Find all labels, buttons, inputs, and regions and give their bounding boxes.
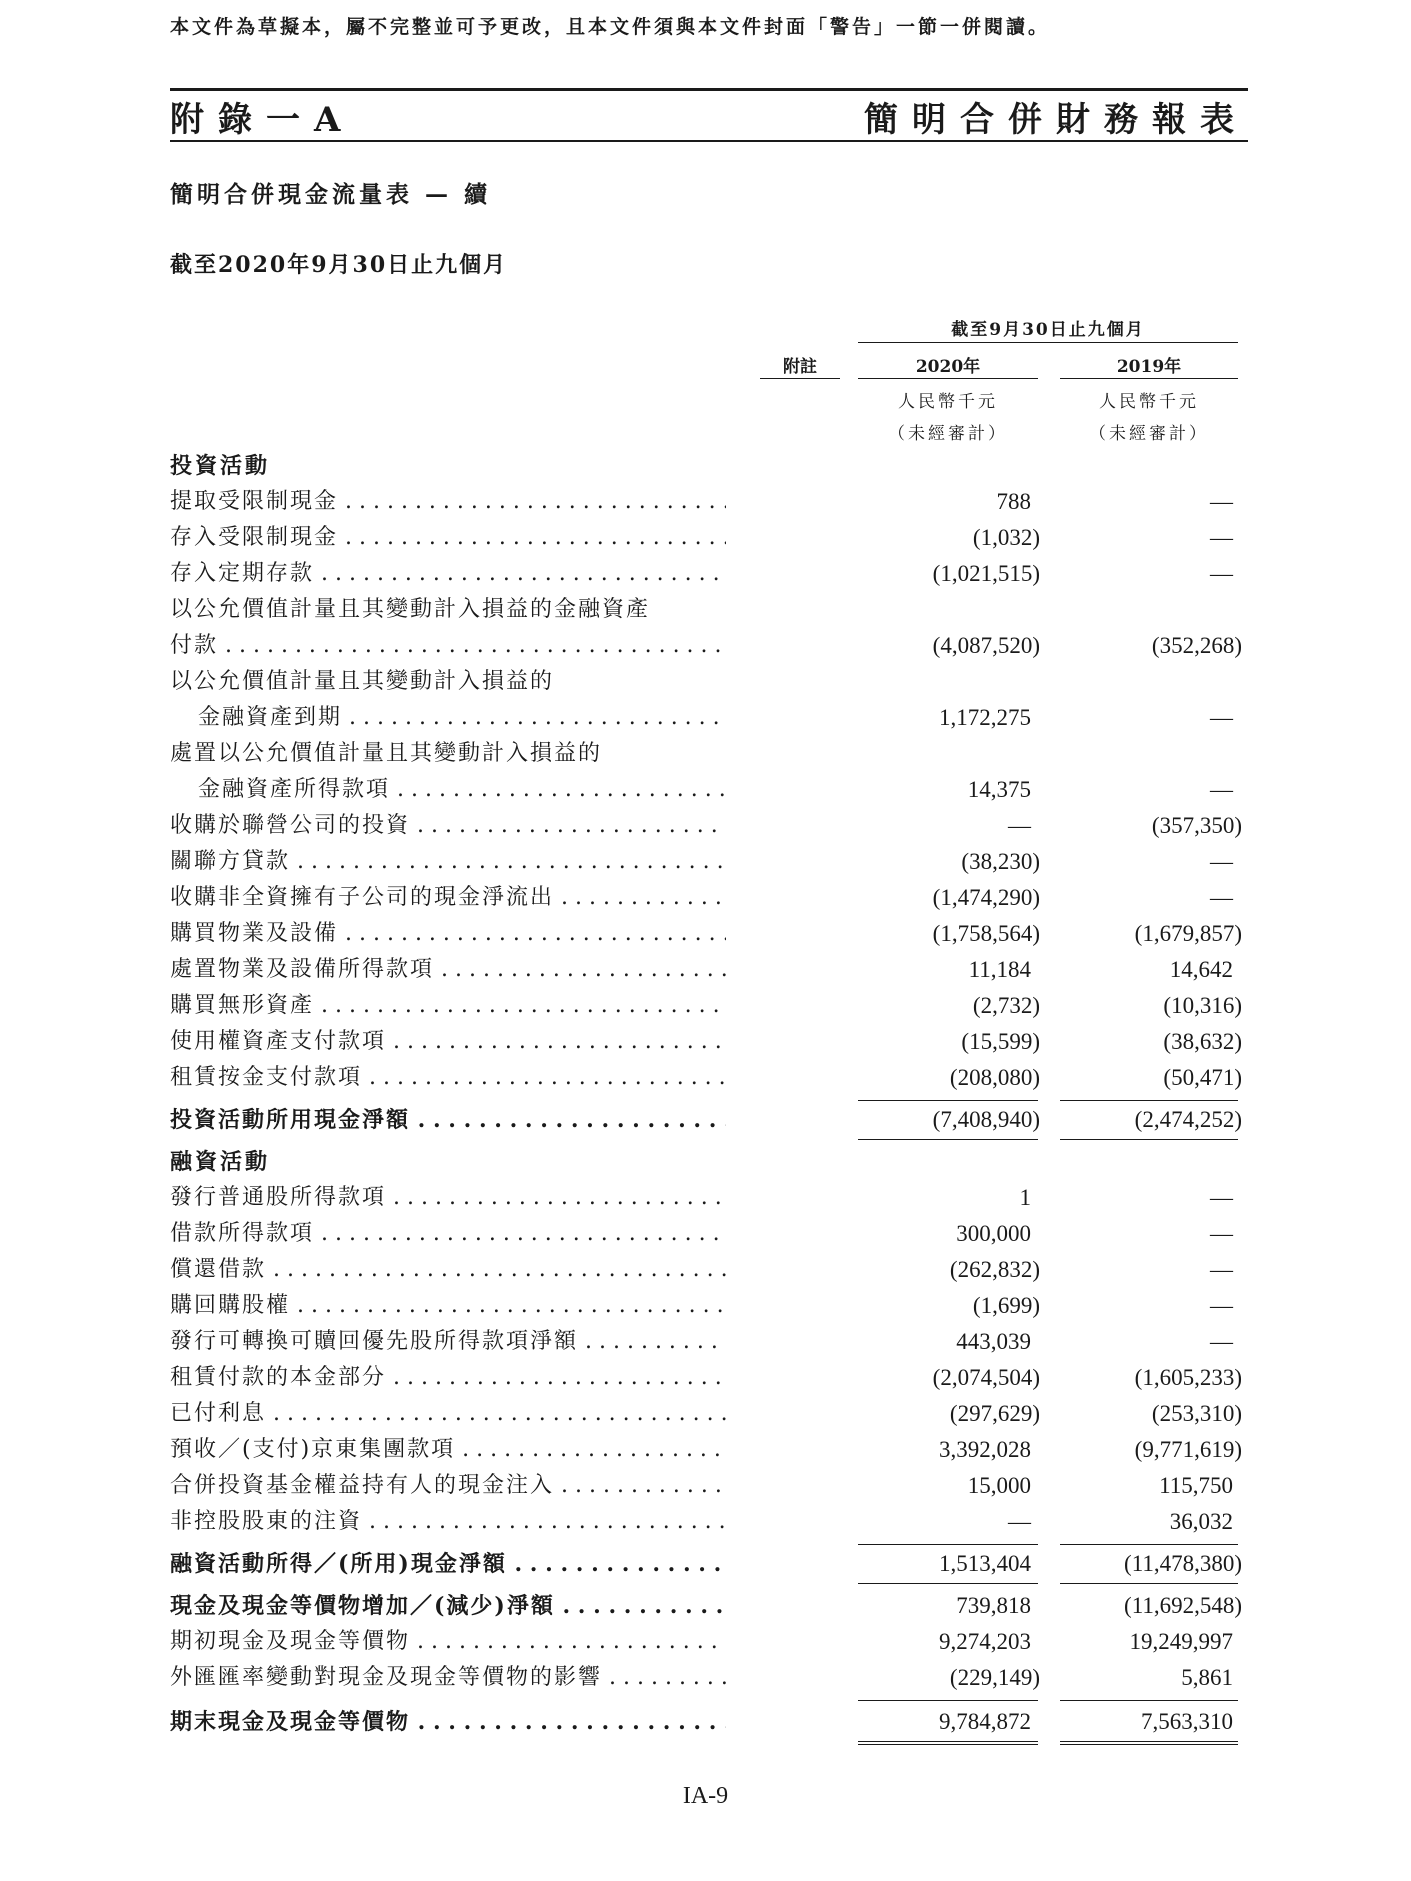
value-2020: 9,784,872 xyxy=(939,1709,1031,1734)
value-2020: 788 xyxy=(996,489,1031,514)
note-header-rule xyxy=(760,378,840,379)
value-2020: 739,818 xyxy=(956,1593,1031,1618)
financing-total-row xyxy=(170,1540,1250,1584)
value-2019: (2,474,252) xyxy=(1134,1107,1242,1132)
value-2020: (4,087,520) xyxy=(932,633,1040,658)
value-2020: (38,230) xyxy=(961,849,1040,874)
value-2020: (297,629) xyxy=(949,1401,1040,1426)
value-2020: (1,032) xyxy=(972,525,1040,550)
value-2019: 19,249,997 xyxy=(1129,1629,1233,1654)
row-label: 金融資產到期 . . . xyxy=(198,700,726,736)
value-2019: (50,471) xyxy=(1163,1065,1242,1090)
statement-title: 簡明合併現金流量表 — 續 xyxy=(170,181,492,208)
year-2019-header-rule xyxy=(1060,378,1238,379)
value-2020: (2,074,504) xyxy=(932,1365,1040,1390)
table-row xyxy=(170,1504,1250,1540)
table-row-label-line xyxy=(170,592,1250,628)
currency-2020 xyxy=(858,386,1038,450)
total-rule xyxy=(1060,1139,1238,1140)
row-label: 期初現金及現金等價物 . . . xyxy=(170,1624,726,1660)
row-label: 發行可轉換可贖回優先股所得款項淨額 . . . xyxy=(170,1324,726,1360)
row-label: 存入定期存款 . . . xyxy=(170,556,726,592)
row-label: 投資活動所用現金淨額 . . . xyxy=(170,1096,726,1144)
value-2019: (11,692,548) xyxy=(1124,1593,1242,1618)
audit-status: （未經審計） xyxy=(1089,424,1209,444)
row-label: 關聯方貸款 . . . xyxy=(170,844,726,880)
period-column-header: 截至9月30日止九個月 xyxy=(951,320,1145,340)
value-2019: — xyxy=(1210,525,1233,550)
table-row xyxy=(170,1432,1250,1468)
grand-total-double-rule xyxy=(858,1741,1038,1745)
value-2020: (1,699) xyxy=(972,1293,1040,1318)
value-2020: 14,375 xyxy=(967,777,1031,802)
note-column-header: 附註 xyxy=(783,357,817,377)
table-row xyxy=(170,1660,1250,1696)
value-2020: (1,758,564) xyxy=(932,921,1040,946)
value-2019: — xyxy=(1210,489,1233,514)
section-title: 簡明合併財務報表 xyxy=(864,100,1248,140)
currency-2019 xyxy=(1060,386,1238,450)
row-label: 借款所得款項 . . . xyxy=(170,1216,726,1252)
value-2019: — xyxy=(1210,1257,1233,1282)
row-label: 處置以公允價值計量且其變動計入損益的 xyxy=(170,741,603,766)
row-label: 償還借款 . . . xyxy=(170,1252,726,1288)
header-rule-bottom xyxy=(170,140,1248,142)
value-2020: (1,021,515) xyxy=(932,561,1040,586)
value-2020: 9,274,203 xyxy=(939,1629,1031,1654)
value-2020: 3,392,028 xyxy=(939,1437,1031,1462)
year-2020-header-rule xyxy=(858,378,1038,379)
value-2019: — xyxy=(1210,705,1233,730)
table-row xyxy=(170,700,1250,736)
financing-section-title: 融資活動 xyxy=(170,1149,271,1175)
row-label: 非控股股東的注資 . . . xyxy=(170,1504,726,1540)
value-2019: (352,268) xyxy=(1151,633,1242,658)
table-row xyxy=(170,1216,1250,1252)
cash-flow-table xyxy=(170,448,1250,1744)
value-2019: 115,750 xyxy=(1159,1473,1233,1498)
table-row xyxy=(170,1396,1250,1432)
table-row xyxy=(170,808,1250,844)
row-label: 以公允價值計量且其變動計入損益的金融資產 xyxy=(170,597,651,622)
table-row xyxy=(170,1180,1250,1216)
value-2020: (15,599) xyxy=(961,1029,1040,1054)
value-2019: — xyxy=(1210,1329,1233,1354)
row-label: 現金及現金等價物增加／(減少)淨額 . . . xyxy=(170,1584,726,1628)
value-2019: (1,605,233) xyxy=(1134,1365,1242,1390)
table-row xyxy=(170,1288,1250,1324)
value-2020: 1,513,404 xyxy=(939,1551,1031,1576)
net-change-row xyxy=(170,1584,1250,1624)
value-2019: 5,861 xyxy=(1181,1665,1233,1690)
value-2019: (11,478,380) xyxy=(1124,1551,1242,1576)
value-2019: (253,310) xyxy=(1151,1401,1242,1426)
value-2019: (357,350) xyxy=(1151,813,1242,838)
value-2019: — xyxy=(1210,849,1233,874)
table-row xyxy=(170,772,1250,808)
table-row xyxy=(170,556,1250,592)
row-label: 預收／(支付)京東集團款項 . . . xyxy=(170,1432,726,1468)
table-row-label-line xyxy=(170,664,1250,700)
row-label: 收購於聯營公司的投資 . . . xyxy=(170,808,726,844)
audit-status: （未經審計） xyxy=(888,424,1008,444)
value-2019: — xyxy=(1210,777,1233,802)
value-2020: 1 xyxy=(1019,1185,1031,1210)
row-label: 購買無形資產 . . . xyxy=(170,988,726,1024)
value-2019: (9,771,619) xyxy=(1134,1437,1242,1462)
table-row xyxy=(170,844,1250,880)
value-2019: (38,632) xyxy=(1163,1029,1242,1054)
value-2020: (208,080) xyxy=(949,1065,1040,1090)
table-row xyxy=(170,1624,1250,1660)
row-label: 購回購股權 . . . xyxy=(170,1288,726,1324)
investing-total-row xyxy=(170,1096,1250,1140)
table-row xyxy=(170,1024,1250,1060)
value-2019: (1,679,857) xyxy=(1134,921,1242,946)
table-row-label-line xyxy=(170,736,1250,772)
row-label: 存入受限制現金 . . . xyxy=(170,520,726,556)
table-row xyxy=(170,1252,1250,1288)
currency-unit: 人民幣千元 xyxy=(1099,392,1199,412)
row-label: 提取受限制現金 . . . xyxy=(170,484,726,520)
value-2020: 11,184 xyxy=(968,957,1031,982)
row-label: 付款 . . . xyxy=(170,628,726,664)
value-2019: — xyxy=(1210,885,1233,910)
row-label: 發行普通股所得款項 . . . xyxy=(170,1180,726,1216)
row-label: 使用權資產支付款項 . . . xyxy=(170,1024,726,1060)
total-rule xyxy=(858,1139,1038,1140)
row-label: 購買物業及設備 . . . xyxy=(170,916,726,952)
value-2019: — xyxy=(1210,1293,1233,1318)
year-2019-header: 2019年 xyxy=(1116,357,1182,377)
table-row xyxy=(170,1360,1250,1396)
row-label: 期末現金及現金等價物 . . . xyxy=(170,1696,726,1748)
grand-total-double-rule xyxy=(1060,1741,1238,1745)
row-label: 處置物業及設備所得款項 . . . xyxy=(170,952,726,988)
period-header-rule xyxy=(858,342,1238,343)
investing-section-title: 投資活動 xyxy=(170,453,271,479)
row-label: 已付利息 . . . xyxy=(170,1396,726,1432)
value-2019: 7,563,310 xyxy=(1141,1709,1233,1734)
table-row xyxy=(170,628,1250,664)
row-label: 合併投資基金權益持有人的現金注入 . . . xyxy=(170,1468,726,1504)
table-row xyxy=(170,988,1250,1024)
table-row xyxy=(170,520,1250,556)
appendix-title: 附錄一A xyxy=(170,100,355,140)
value-2020: (262,832) xyxy=(949,1257,1040,1282)
year-2020-header: 2020年 xyxy=(915,357,981,377)
value-2020: — xyxy=(1008,813,1031,838)
ending-cash-row xyxy=(170,1696,1250,1744)
value-2020: (229,149) xyxy=(949,1665,1040,1690)
value-2019: — xyxy=(1210,1185,1233,1210)
statement-period: 截至2020年9月30日止九個月 xyxy=(170,252,508,278)
value-2019: — xyxy=(1210,561,1233,586)
table-row xyxy=(170,484,1250,520)
table-row xyxy=(170,916,1250,952)
value-2020: 300,000 xyxy=(956,1221,1031,1246)
value-2020: (1,474,290) xyxy=(932,885,1040,910)
row-label: 收購非全資擁有子公司的現金淨流出 . . . xyxy=(170,880,726,916)
table-row xyxy=(170,1060,1250,1096)
value-2019: (10,316) xyxy=(1163,993,1242,1018)
value-2019: 36,032 xyxy=(1169,1509,1233,1534)
row-label: 金融資產所得款項 . . . xyxy=(198,772,726,808)
table-row xyxy=(170,1468,1250,1504)
value-2019: — xyxy=(1210,1221,1233,1246)
currency-unit: 人民幣千元 xyxy=(898,392,998,412)
table-row xyxy=(170,952,1250,988)
value-2019: 14,642 xyxy=(1169,957,1233,982)
draft-warning: 本文件為草擬本，屬不完整並可予更改，且本文件須與本文件封面「警告」一節一併閱讀。 xyxy=(170,16,1051,38)
value-2020: 443,039 xyxy=(956,1329,1031,1354)
header-rule-top xyxy=(170,88,1248,91)
table-row xyxy=(170,880,1250,916)
page-number: IA-9 xyxy=(682,1783,729,1809)
table-row xyxy=(170,1324,1250,1360)
value-2020: 15,000 xyxy=(967,1473,1031,1498)
value-2020: (7,408,940) xyxy=(932,1107,1040,1132)
row-label: 以公允價值計量且其變動計入損益的 xyxy=(170,669,555,694)
value-2020: (2,732) xyxy=(972,993,1040,1018)
row-label: 融資活動所得／(所用)現金淨額 . . . xyxy=(170,1540,726,1588)
value-2020: — xyxy=(1008,1509,1031,1534)
row-label: 租賃按金支付款項 . . . xyxy=(170,1060,726,1096)
row-label: 外匯匯率變動對現金及現金等價物的影響 . . . xyxy=(170,1660,726,1696)
value-2020: 1,172,275 xyxy=(939,705,1031,730)
row-label: 租賃付款的本金部分 . . . xyxy=(170,1360,726,1396)
